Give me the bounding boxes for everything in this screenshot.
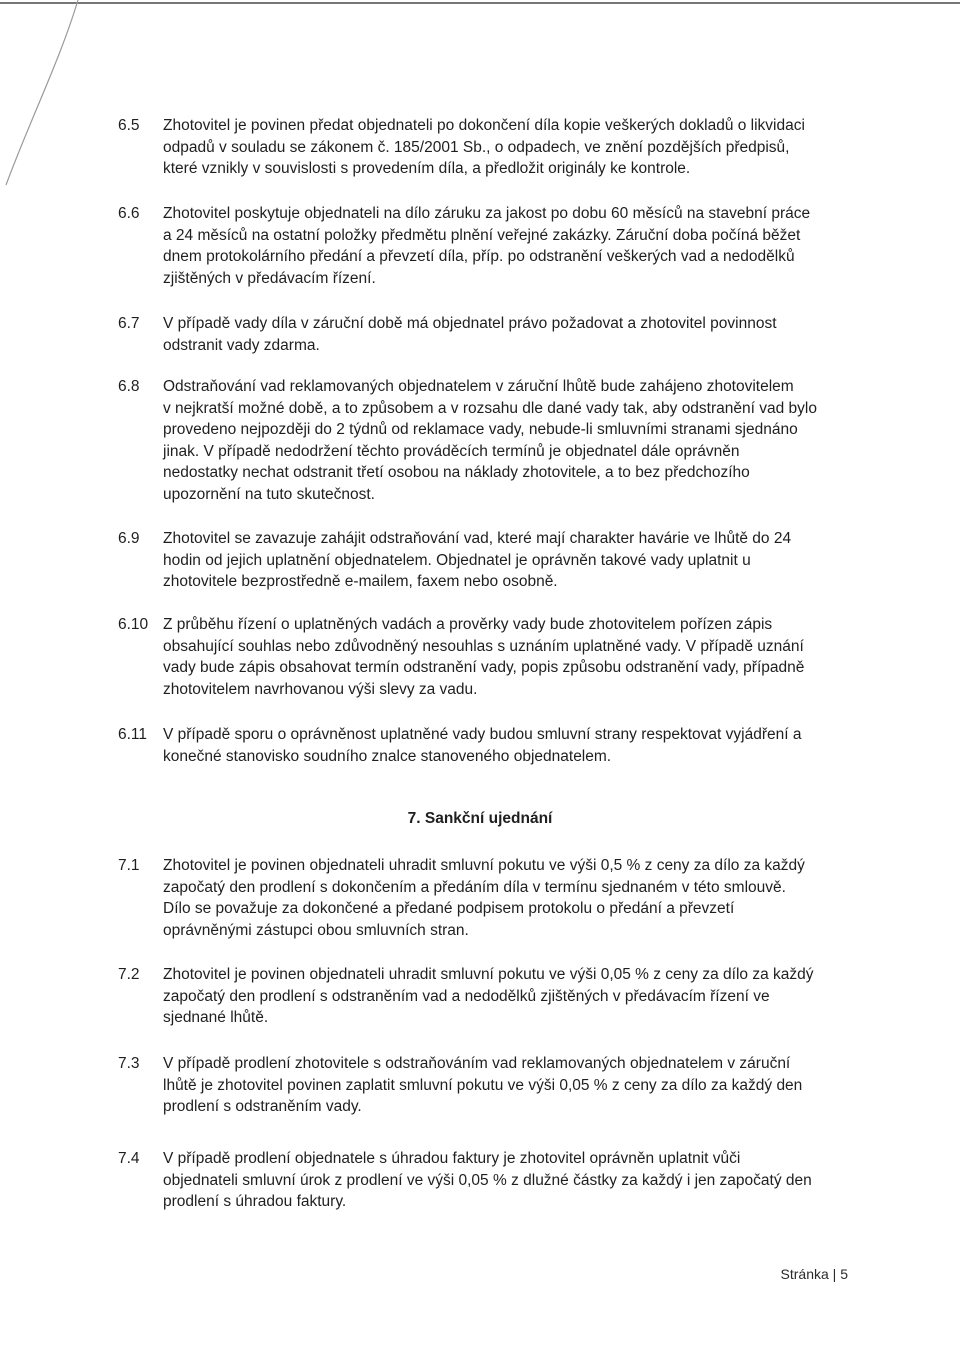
clause-number: 6.5 <box>118 117 140 134</box>
clause-text: V případě prodlení zhotovitele s odstraňováním vad reklamovaných objednatelem v záruční lhůtě je zhotovitel povinen zaplatit smluvní pokutu ve výši 0,05 % z ceny za dílo za každý den prodlení s odstraněním vady. <box>163 1055 803 1115</box>
clause-number: 7.1 <box>118 857 140 874</box>
clause-7-4 <box>118 1148 858 1213</box>
clause-number: 6.11 <box>118 726 148 743</box>
clause-text: Zhotovitel se zavazuje zahájit odstraňování vad, které mají charakter havárie ve lhůtě do 24 hodin od jejich uplatnění objednatelem. Objednatel je oprávněn takové vady uplatnit u zhotovitele bezprostředně e-mailem, faxem nebo osobně. <box>163 530 792 590</box>
clause-number: 7.2 <box>118 966 140 983</box>
clause-number: 6.10 <box>118 616 149 633</box>
section-heading: 7. Sankční ujednání <box>407 810 553 827</box>
clause-6-11 <box>118 724 858 767</box>
clause-text: Odstraňování vad reklamovaných objednatelem v záruční lhůtě bude zahájeno zhotovitelem v nejkratší možné době, a to způsobem a v rozsahu dle dané vady tak, aby odstranění vad bylo provedeno nejpozději do 2 týdnů od reklamace vady, nebude-li smluvními stranami sjednáno jinak. V případě nedodržení těchto prováděcích termínů je objednatel dále oprávněn nedostatky nechat odstranit třetí osobou na náklady zhotovitele, a to bez předchozího upozornění na tuto skutečnost. <box>163 378 817 503</box>
clause-6-8 <box>118 376 858 505</box>
clause-text: V případě sporu o oprávněnost uplatněné vady budou smluvní strany respektovat vyjádření a konečné stanovisko soudního znalce stanoveného objednatelem. <box>163 726 802 765</box>
clause-number: 7.4 <box>118 1150 140 1167</box>
clause-text: Zhotovitel je povinen objednateli uhradit smluvní pokutu ve výši 0,5 % z ceny za dílo za každý započatý den prodlení s dokončením a předáním díla v termínu sjednaném v této smlouvě. Dílo se považuje za dokončené a předané podpisem protokolu o předání a převzetí oprávněnými zástupci obou smluvních stran. <box>163 857 805 939</box>
clause-text: Zhotovitel poskytuje objednateli na dílo záruku za jakost po dobu 60 měsíců na stavební práce a 24 měsíců na ostatní položky předmětu plnění veřejné zakázky. Záruční doba počíná běžet dnem protokolárního předání a převzetí díla, příp. po odstranění veškerých vad a nedodělků zjištěných v předávacím řízení. <box>163 205 811 287</box>
clause-6-9 <box>118 528 858 593</box>
clause-number: 7.3 <box>118 1055 140 1072</box>
clause-7-3 <box>118 1053 858 1118</box>
clause-number: 6.6 <box>118 205 140 222</box>
clause-number: 6.7 <box>118 315 140 332</box>
clause-7-2 <box>118 964 858 1029</box>
clause-7-1 <box>118 855 858 941</box>
clause-text: V případě vady díla v záruční době má objednatel právo požadovat a zhotovitel povinnost odstranit vady zdarma. <box>163 315 777 354</box>
clause-number: 6.9 <box>118 530 140 547</box>
clause-6-7 <box>118 313 858 356</box>
clause-6-6 <box>118 203 858 289</box>
clause-text: Zhotovitel je povinen objednateli uhradit smluvní pokutu ve výši 0,05 % z ceny za dílo za každý započatý den prodlení s odstraněním vad a nedodělků zjištěných v předávacím řízení ve sjednané lhůtě. <box>163 966 814 1026</box>
clause-6-5 <box>118 115 858 180</box>
page-footer: Stránka | 5 <box>780 1266 848 1282</box>
clause-6-10 <box>118 614 858 700</box>
clause-number: 6.8 <box>118 378 140 395</box>
clause-text: Z průběhu řízení o uplatněných vadách a prověrky vady bude zhotovitelem pořízen zápis obsahující souhlas nebo zdůvodněný nesouhlas s uznáním uplatněné vady. V případě uznání vady bude zápis obsahovat termín odstranění vady, popis způsobu odstranění vady, případně zhotovitelem navrhovanou výši slevy za vadu. <box>163 616 805 698</box>
clause-text: V případě prodlení objednatele s úhradou faktury je zhotovitel oprávněn uplatnit vůči objednateli smluvní úrok z prodlení ve výši 0,05 % z dlužné částky za každý i jen započatý den prodlení s úhradou faktury. <box>163 1150 812 1210</box>
clause-text: Zhotovitel je povinen předat objednateli po dokončení díla kopie veškerých dokladů o likvidaci odpadů v souladu se zákonem č. 185/2001 Sb., o odpadech, ve znění pozdějších předpisů, které vznikly v souvislosti s provedením díla, a předložit originály ke kontrole. <box>163 117 805 177</box>
